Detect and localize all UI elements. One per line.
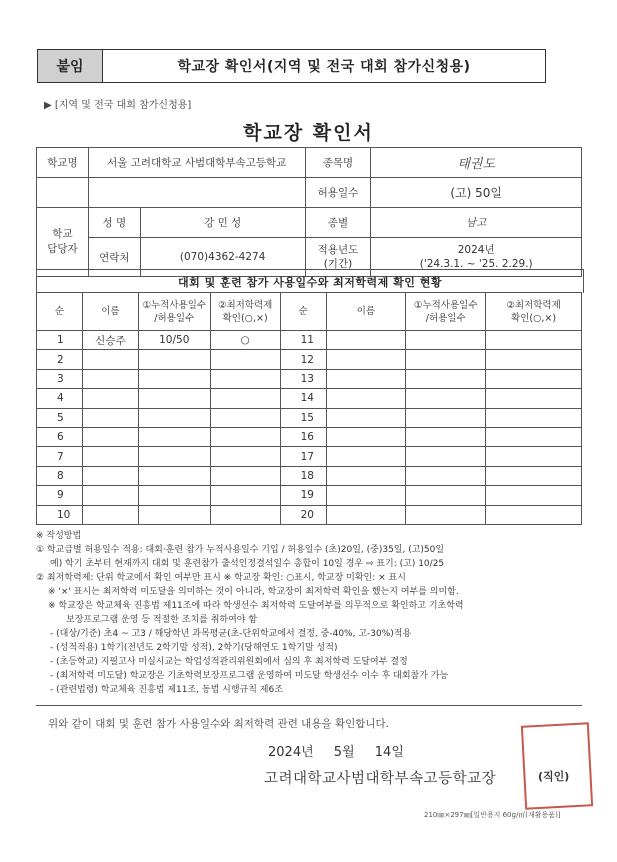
table-row — [37, 331, 582, 350]
row-used-days-right — [406, 427, 486, 446]
manager-label: 학교 담당자 — [37, 208, 89, 277]
contact-label: 연락처 — [88, 238, 140, 277]
gender-value: 남고 — [371, 208, 582, 238]
header-title: 학교장 확인서(지역 및 전국 대회 참가신청용) — [177, 59, 471, 75]
row-min-academic-right — [486, 389, 582, 408]
row-min-academic-right — [486, 505, 582, 524]
row-name — [82, 369, 138, 388]
row-min-academic — [210, 350, 280, 369]
row-name-right — [326, 389, 406, 408]
status-table — [36, 292, 582, 525]
col-min-academic-2: ②최저학력제 확인(○,×) — [486, 293, 582, 331]
row-no-right: 18 — [280, 466, 326, 485]
table-row — [37, 389, 582, 408]
table-row — [37, 466, 582, 485]
row-used-days-right — [406, 408, 486, 427]
row-min-academic-right — [486, 350, 582, 369]
instruction-line: - (대상/기준) 초4 ~ 고3 / 해당학년 과목평균(초-단위학교에서 결정, 중-40%, 고-30%)적용 — [50, 629, 412, 639]
row-no: 2 — [37, 350, 83, 369]
row-name-right — [326, 505, 406, 524]
divider — [36, 705, 582, 706]
row-min-academic-right — [486, 486, 582, 505]
instruction-line: ② 최저학력제: 단위 학교에서 확인 여부만 표시 ※ 학교장 확인: ○표시, 학교장 미확인: × 표시 — [36, 573, 406, 583]
row-min-academic-right — [486, 331, 582, 350]
col-used-days-2: ①누적사용일수 /허용일수 — [406, 293, 486, 331]
row-min-academic — [210, 408, 280, 427]
date-year: 2024년 — [268, 745, 314, 760]
row-name — [82, 427, 138, 446]
row-min-academic-right — [486, 408, 582, 427]
table-row — [37, 350, 582, 369]
row-min-academic — [210, 369, 280, 388]
row-min-academic: ○ — [210, 331, 280, 350]
col-used-days: ①누적사용일수 /허용일수 — [138, 293, 210, 331]
row-used-days — [138, 466, 210, 485]
row-no-right: 13 — [280, 369, 326, 388]
row-name: 신승주 — [82, 331, 138, 350]
event-label: 종목명 — [305, 148, 371, 178]
row-name-right — [326, 350, 406, 369]
instruction-line: - (성적적용) 1학기(전년도 2학기말 성적), 2학기(당해연도 1학기말 성적) — [50, 643, 338, 653]
row-min-academic-right — [486, 466, 582, 485]
row-min-academic — [210, 389, 280, 408]
instruction-line: - (관련법령) 학교체육 진흥법 제11조, 동법 시행규칙 제6조 — [50, 685, 283, 695]
row-used-days-right — [406, 350, 486, 369]
row-name — [82, 389, 138, 408]
row-used-days — [138, 447, 210, 466]
row-no-right: 20 — [280, 505, 326, 524]
row-no-right: 14 — [280, 389, 326, 408]
row-min-academic — [210, 486, 280, 505]
name-value: 강 민 성 — [140, 208, 305, 238]
row-no-right: 15 — [280, 408, 326, 427]
date-month: 5월 — [333, 745, 355, 760]
row-used-days-right — [406, 331, 486, 350]
row-no: 9 — [37, 486, 83, 505]
row-name-right — [326, 427, 406, 446]
row-no-right: 12 — [280, 350, 326, 369]
event-value: 태권도 — [371, 148, 582, 178]
row-name — [82, 505, 138, 524]
row-no: 1 — [37, 331, 83, 350]
col-name: 이름 — [82, 293, 138, 331]
row-no-right: 16 — [280, 427, 326, 446]
confirmation-text: 위와 같이 대회 및 훈련 참가 사용일수와 최저학력 관련 내용을 확인합니다. — [48, 718, 390, 730]
table-row — [37, 447, 582, 466]
header-box — [37, 49, 546, 83]
row-name — [82, 350, 138, 369]
row-name — [82, 466, 138, 485]
instruction-line: 보장프로그램 운영 등 적절한 조치를 취하여야 함 — [66, 615, 258, 625]
table-row — [37, 408, 582, 427]
row-used-days-right — [406, 466, 486, 485]
row-min-academic-right — [486, 447, 582, 466]
row-min-academic — [210, 427, 280, 446]
row-min-academic-right — [486, 427, 582, 446]
row-used-days: 10/50 — [138, 331, 210, 350]
row-no: 7 — [37, 447, 83, 466]
row-no: 5 — [37, 408, 83, 427]
summary-title: 대회 및 훈련 참가 사용일수와 최저학력제 확인 현황 — [36, 269, 584, 293]
days-value: (고) 50일 — [371, 178, 582, 208]
row-no-right: 17 — [280, 447, 326, 466]
row-name-right — [326, 369, 406, 388]
row-name — [82, 408, 138, 427]
instruction-line: 예) 학기 초부터 현재까지 대회 및 훈련참가 출석인정결석일수 총합이 10일 경우 ⇨ 표기: (고) 10/25 — [50, 559, 445, 569]
col-no-2: 순 — [280, 293, 326, 331]
row-used-days — [138, 408, 210, 427]
table-row — [37, 505, 582, 524]
table-row — [37, 369, 582, 388]
row-used-days — [138, 369, 210, 388]
row-name-right — [326, 447, 406, 466]
row-used-days — [138, 350, 210, 369]
row-name-right — [326, 408, 406, 427]
instruction-line: ※ 작성방법 — [36, 531, 82, 541]
official-seal-stamp — [521, 722, 593, 809]
row-used-days — [138, 389, 210, 408]
table-row — [37, 427, 582, 446]
row-name — [82, 447, 138, 466]
col-no: 순 — [37, 293, 83, 331]
row-used-days-right — [406, 389, 486, 408]
school-signature: 고려대학교사범대학부속고등학교장 — [264, 771, 497, 787]
name-label: 성 명 — [88, 208, 140, 238]
row-no: 4 — [37, 389, 83, 408]
date-day: 14일 — [374, 745, 404, 760]
school-label: 학교명 — [37, 148, 89, 178]
row-name — [82, 486, 138, 505]
row-name-right — [326, 486, 406, 505]
year-label: 적용년도 (기간) — [305, 238, 371, 277]
row-used-days-right — [406, 369, 486, 388]
row-min-academic — [210, 466, 280, 485]
row-used-days — [138, 427, 210, 446]
row-no: 3 — [37, 369, 83, 388]
seal-label: (직인) — [538, 770, 570, 783]
row-used-days-right — [406, 486, 486, 505]
info-table — [36, 147, 582, 277]
days-label: 허용일수 — [305, 178, 371, 208]
row-used-days — [138, 505, 210, 524]
row-used-days-right — [406, 447, 486, 466]
col-name-2: 이름 — [326, 293, 406, 331]
subheading: ▶ [지역 및 전국 대회 참가신청용] — [44, 100, 192, 111]
row-used-days — [138, 486, 210, 505]
contact-value: (070)4362-4274 — [140, 238, 305, 277]
signature-date — [268, 741, 420, 760]
row-name-right — [326, 331, 406, 350]
gender-label: 종별 — [305, 208, 371, 238]
row-no-right: 19 — [280, 486, 326, 505]
table-row — [37, 486, 582, 505]
row-used-days-right — [406, 505, 486, 524]
row-name-right — [326, 466, 406, 485]
row-min-academic — [210, 447, 280, 466]
instruction-line: ※ '×' 표시는 최저학력 미도달을 의미하는 것이 아니라, 학교장이 최저학력 확인을 했는지 여부를 의미함. — [48, 587, 459, 597]
year-value: 2024년 — [457, 244, 495, 256]
paper-spec-footer: 210㎜×297㎜[일반용지 60g/㎡(재활용품)] — [424, 811, 561, 819]
document-title: 학교장 확인서 — [243, 122, 374, 144]
instruction-line: ① 학교급별 허용일수 적용: 대회·훈련 참가 누적사용일수 기입 / 허용일수 (초)20일, (중)35일, (고)50일 — [36, 545, 445, 555]
row-no: 8 — [37, 466, 83, 485]
row-no: 10 — [37, 505, 83, 524]
row-no-right: 11 — [280, 331, 326, 350]
instructions — [36, 529, 582, 697]
col-min-academic: ②최저학력제 확인(○,×) — [210, 293, 280, 331]
attachment-tag: 붙임 — [38, 50, 103, 82]
period-value: ('24.3.1. ~ '25. 2.29.) — [419, 258, 533, 270]
table-header-row — [37, 293, 582, 331]
instruction-line: - (초등학교) 지필고사 미실시교는 학업성적관리위원회에서 심의 후 최저학력 도달여부 결정 — [50, 657, 408, 667]
instruction-line: ※ 학교장은 학교체육 진흥법 제11조에 따라 학생선수 최저학력 도달여부를 의무적으로 확인하고 기초학력 — [48, 601, 464, 611]
row-min-academic — [210, 505, 280, 524]
school-name: 서울 고려대학교 사범대학부속고등학교 — [88, 148, 305, 178]
row-no: 6 — [37, 427, 83, 446]
row-min-academic-right — [486, 369, 582, 388]
instruction-line: - (최저학력 미도달) 학교장은 기초학력보장프로그램 운영하여 미도달 학생선수 이수 후 대회참가 가능 — [50, 671, 449, 681]
